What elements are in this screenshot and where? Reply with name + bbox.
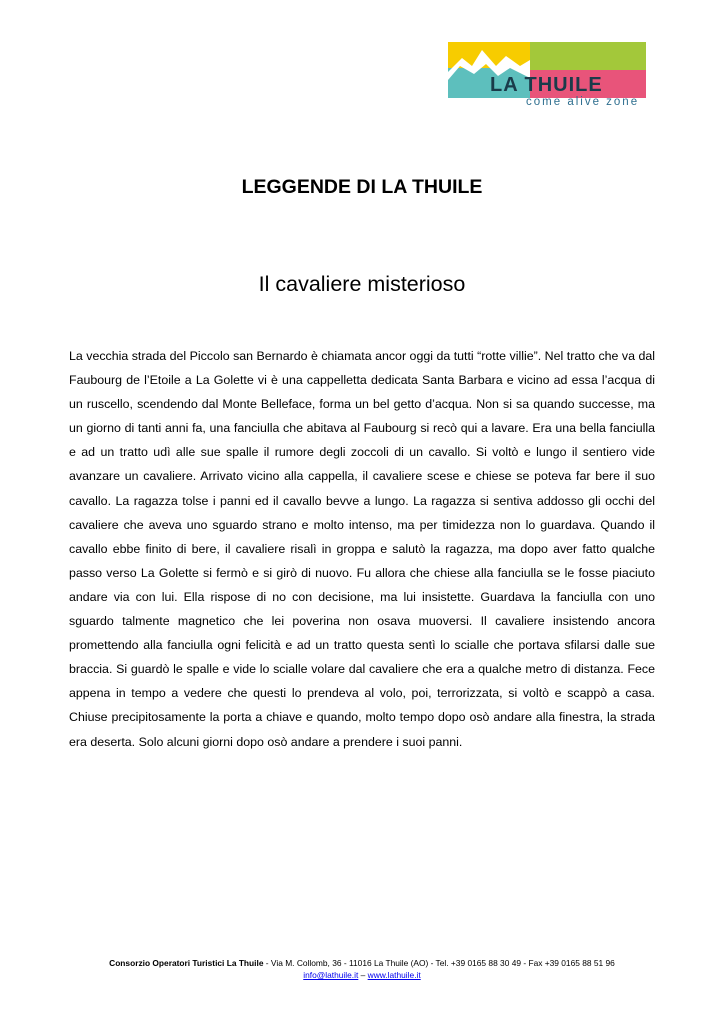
footer-address-line [0,957,724,969]
page-footer [0,957,724,981]
footer-links-line [0,969,724,981]
logo-word: LA THUILE [490,74,603,96]
footer-email-link[interactable]: info@lathuile.it [303,970,359,980]
footer-website-link[interactable]: www.lathuile.it [367,970,421,980]
logo-tagline: come alive zone [526,96,640,108]
footer-separator: – [358,970,368,980]
document-subtitle: Il cavaliere misterioso [258,272,466,296]
story-paragraph: La vecchia strada del Piccolo san Bernardo è chiamata ancor oggi da tutti “rotte villie”. Nel tratto che va dal Faubourg de l’Etoile a La Golette vi è una cappelletta dedicata Santa Barbara e vicino ad essa l’acqua di un ruscello, scendendo dal Monte Belleface, forma un bel getto d’acqua. Non si sa quando successe, ma un giorno di tanti anni fa, una fanciulla che abitava al Faubourg si recò qui a lavare. Era una bella fanciulla e ad un tratto udì alle sue spalle il rumore degli zoccoli di un cavallo. Si voltò e lungo il sentiero vide avanzare un cavaliere. Arrivato vicino alla cappella, il cavaliere scese e chiese se poteva far bere il suo cavallo. La ragazza tolse i panni ed il cavallo bevve a lungo. La ragazza si sentiva addosso gli occhi del cavaliere che aveva uno sguardo strano e molto intenso, ma per timidezza non lo guardava. Quando il cavallo ebbe finito di bere, il cavaliere risalì in groppa e salutò la ragazza, ma dopo aver fatto qualche passo verso La Golette si fermò e si girò di nuovo. Fu allora che chiese alla fanciulla se le fosse piaciuto andare via con lui. Ella rispose di no con decisione, ma lui insistette. Guardava la fanciulla con uno sguardo talmente magnetico che lei poverina non osava muoversi. Il cavaliere insistendo ancora promettendo alla fanciulla ogni felicità e ad un tratto questa sentì lo scialle che portava sfilarsi dalle sue braccia. Si guardò le spalle e vide lo scialle volare dal cavaliere che era a qualche metro di distanza. Fece appena in tempo a vedere che questi lo prendeva al volo, poi, terrorizzata, si voltò e scappò a casa. Chiuse precipitosamente la porta a chiave e quando, molto tempo dopo osò andare alla finestra, la strada era deserta. Solo alcuni giorni dopo osò andare a prendere i suoi panni. [69,349,655,749]
footer-org-name: Consorzio Operatori Turistici La Thuile [109,958,264,968]
document-title: LEGGENDE DI LA THUILE [241,176,483,198]
footer-address: - Via M. Collomb, 36 - 11016 La Thuile (AO) - Tel. +39 0165 88 30 49 - Fax +39 0165 88 51 96 [263,958,615,968]
